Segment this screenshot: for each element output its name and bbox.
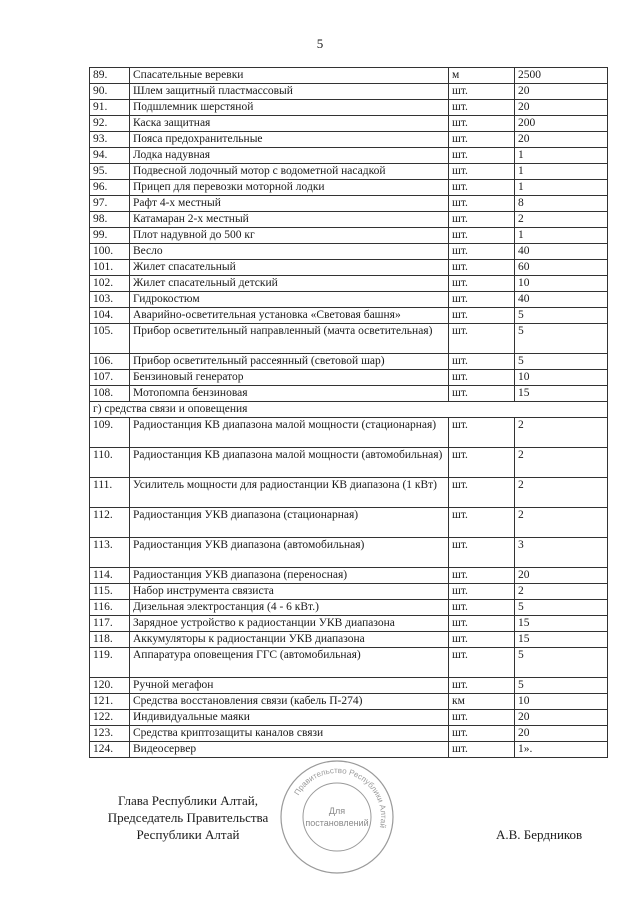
item-quantity: 5	[515, 308, 608, 324]
item-quantity: 20	[515, 710, 608, 726]
table-row	[90, 244, 608, 260]
signatory-line2: Председатель Правительства	[107, 810, 269, 825]
item-unit: шт.	[449, 228, 515, 244]
item-number: 106.	[90, 354, 130, 370]
item-quantity: 1	[515, 148, 608, 164]
item-unit: шт.	[449, 584, 515, 600]
item-quantity: 20	[515, 726, 608, 742]
item-number: 90.	[90, 84, 130, 100]
item-name: Гидрокостюм	[130, 292, 449, 308]
item-name: Прибор осветительный направленный (мачта осветительная)	[130, 324, 449, 354]
signatory-line3: Республики Алтай	[136, 827, 240, 842]
item-unit: шт.	[449, 418, 515, 448]
item-number: 103.	[90, 292, 130, 308]
item-number: 96.	[90, 180, 130, 196]
item-quantity: 8	[515, 196, 608, 212]
table-row	[90, 418, 608, 448]
item-unit: шт.	[449, 260, 515, 276]
item-unit: шт.	[449, 478, 515, 508]
item-unit: шт.	[449, 324, 515, 354]
table-row	[90, 228, 608, 244]
item-number: 110.	[90, 448, 130, 478]
item-unit: шт.	[449, 678, 515, 694]
item-number: 117.	[90, 616, 130, 632]
item-quantity: 15	[515, 632, 608, 648]
item-name: Катамаран 2-х местный	[130, 212, 449, 228]
table-row	[90, 710, 608, 726]
item-unit: шт.	[449, 600, 515, 616]
item-unit: шт.	[449, 100, 515, 116]
table-row	[90, 648, 608, 678]
stamp-center-line2: постановлений	[305, 818, 369, 828]
item-number: 118.	[90, 632, 130, 648]
item-unit: шт.	[449, 164, 515, 180]
table-row	[90, 478, 608, 508]
table-row	[90, 678, 608, 694]
item-quantity: 5	[515, 354, 608, 370]
table-row	[90, 742, 608, 758]
table-row	[90, 260, 608, 276]
item-number: 107.	[90, 370, 130, 386]
item-unit: шт.	[449, 370, 515, 386]
item-name: Радиостанция КВ диапазона малой мощности (автомобильная)	[130, 448, 449, 478]
item-number: 113.	[90, 538, 130, 568]
table-row	[90, 324, 608, 354]
item-quantity: 200	[515, 116, 608, 132]
item-number: 95.	[90, 164, 130, 180]
item-unit: шт.	[449, 648, 515, 678]
table-row	[90, 196, 608, 212]
item-number: 114.	[90, 568, 130, 584]
item-quantity: 2	[515, 418, 608, 448]
item-unit: шт.	[449, 148, 515, 164]
stamp-ring-text: Правительство Республики Алтай	[292, 765, 389, 829]
item-unit: шт.	[449, 292, 515, 308]
item-name: Бензиновый генератор	[130, 370, 449, 386]
item-name: Спасательные веревки	[130, 68, 449, 84]
table-row	[90, 212, 608, 228]
table-row	[90, 616, 608, 632]
item-quantity: 10	[515, 370, 608, 386]
item-unit: шт.	[449, 84, 515, 100]
item-name: Лодка надувная	[130, 148, 449, 164]
signatory-title	[88, 792, 288, 843]
item-name: Набор инструмента связиста	[130, 584, 449, 600]
item-name: Прибор осветительный рассеянный (световой шар)	[130, 354, 449, 370]
item-name: Жилет спасательный	[130, 260, 449, 276]
item-number: 92.	[90, 116, 130, 132]
item-name: Индивидуальные маяки	[130, 710, 449, 726]
section-heading: г) средства связи и оповещения	[90, 402, 608, 418]
item-quantity: 3	[515, 538, 608, 568]
item-name: Дизельная электростанция (4 - 6 кВт.)	[130, 600, 449, 616]
item-unit: шт.	[449, 616, 515, 632]
item-unit: шт.	[449, 354, 515, 370]
equipment-table	[89, 67, 608, 758]
item-number: 115.	[90, 584, 130, 600]
item-name: Каска защитная	[130, 116, 449, 132]
item-number: 89.	[90, 68, 130, 84]
item-quantity: 2	[515, 212, 608, 228]
stamp-inner-ring	[303, 783, 371, 851]
table-row	[90, 164, 608, 180]
table-row	[90, 386, 608, 402]
table-row	[90, 508, 608, 538]
stamp-outer-ring	[281, 761, 393, 873]
item-unit: шт.	[449, 212, 515, 228]
item-quantity: 5	[515, 648, 608, 678]
item-name: Прицеп для перевозки моторной лодки	[130, 180, 449, 196]
item-name: Усилитель мощности для радиостанции КВ диапазона (1 кВт)	[130, 478, 449, 508]
item-unit: шт.	[449, 244, 515, 260]
item-name: Жилет спасательный детский	[130, 276, 449, 292]
item-quantity: 10	[515, 694, 608, 710]
item-unit: шт.	[449, 726, 515, 742]
item-unit: шт.	[449, 632, 515, 648]
item-quantity: 1	[515, 228, 608, 244]
table-row	[90, 148, 608, 164]
signatory-line1: Глава Республики Алтай,	[118, 793, 258, 808]
item-quantity: 20	[515, 100, 608, 116]
item-quantity: 5	[515, 324, 608, 354]
item-quantity: 2	[515, 584, 608, 600]
item-number: 109.	[90, 418, 130, 448]
table-row	[90, 584, 608, 600]
item-unit: шт.	[449, 568, 515, 584]
item-unit: м	[449, 68, 515, 84]
item-unit: км	[449, 694, 515, 710]
item-number: 120.	[90, 678, 130, 694]
item-number: 99.	[90, 228, 130, 244]
item-quantity: 10	[515, 276, 608, 292]
page-number: 5	[316, 36, 324, 51]
item-quantity: 40	[515, 244, 608, 260]
table-row	[90, 132, 608, 148]
item-unit: шт.	[449, 742, 515, 758]
item-name: Средства криптозащиты каналов связи	[130, 726, 449, 742]
item-number: 100.	[90, 244, 130, 260]
item-quantity: 20	[515, 132, 608, 148]
item-number: 101.	[90, 260, 130, 276]
item-name: Зарядное устройство к радиостанции УКВ диапазона	[130, 616, 449, 632]
item-unit: шт.	[449, 276, 515, 292]
item-name: Рафт 4-х местный	[130, 196, 449, 212]
item-number: 119.	[90, 648, 130, 678]
item-number: 124.	[90, 742, 130, 758]
item-number: 102.	[90, 276, 130, 292]
item-name: Радиостанция КВ диапазона малой мощности (стационарная)	[130, 418, 449, 448]
item-number: 108.	[90, 386, 130, 402]
item-unit: шт.	[449, 132, 515, 148]
item-name: Аварийно-осветительная установка «Световая башня»	[130, 308, 449, 324]
table-row	[90, 370, 608, 386]
item-quantity: 20	[515, 84, 608, 100]
item-quantity: 2	[515, 448, 608, 478]
table-row	[90, 308, 608, 324]
stamp-center-line1: Для	[328, 806, 346, 816]
item-unit: шт.	[449, 538, 515, 568]
item-number: 104.	[90, 308, 130, 324]
item-name: Радиостанция УКВ диапазона (автомобильная)	[130, 538, 449, 568]
table-row	[90, 726, 608, 742]
item-quantity: 1	[515, 164, 608, 180]
item-quantity: 1	[515, 180, 608, 196]
table-row	[90, 694, 608, 710]
item-number: 98.	[90, 212, 130, 228]
item-name: Радиостанция УКВ диапазона (стационарная)	[130, 508, 449, 538]
item-name: Радиостанция УКВ диапазона (переносная)	[130, 568, 449, 584]
item-number: 121.	[90, 694, 130, 710]
item-name: Видеосервер	[130, 742, 449, 758]
stamp-seal	[278, 758, 396, 876]
table-row	[90, 568, 608, 584]
item-quantity: 2	[515, 478, 608, 508]
item-name: Подшлемник шерстяной	[130, 100, 449, 116]
table-row	[90, 600, 608, 616]
item-number: 116.	[90, 600, 130, 616]
item-unit: шт.	[449, 710, 515, 726]
table-row	[90, 100, 608, 116]
section-header-row	[90, 402, 608, 418]
item-unit: шт.	[449, 386, 515, 402]
item-quantity: 2	[515, 508, 608, 538]
item-name: Шлем защитный пластмассовый	[130, 84, 449, 100]
table-row	[90, 538, 608, 568]
table-row	[90, 276, 608, 292]
item-unit: шт.	[449, 308, 515, 324]
item-name: Средства восстановления связи (кабель П-274)	[130, 694, 449, 710]
signatory-name: А.В. Бердников	[496, 827, 583, 842]
item-name: Ручной мегафон	[130, 678, 449, 694]
item-unit: шт.	[449, 180, 515, 196]
table-row	[90, 632, 608, 648]
table-row	[90, 180, 608, 196]
table-row	[90, 84, 608, 100]
item-number: 122.	[90, 710, 130, 726]
item-number: 91.	[90, 100, 130, 116]
table-row	[90, 448, 608, 478]
table-row	[90, 68, 608, 84]
item-quantity: 15	[515, 386, 608, 402]
item-number: 94.	[90, 148, 130, 164]
item-name: Пояса предохранительные	[130, 132, 449, 148]
item-name: Аппаратура оповещения ГГС (автомобильная)	[130, 648, 449, 678]
item-number: 111.	[90, 478, 130, 508]
item-name: Аккумуляторы к радиостанции УКВ диапазона	[130, 632, 449, 648]
item-number: 105.	[90, 324, 130, 354]
item-quantity: 40	[515, 292, 608, 308]
item-unit: шт.	[449, 116, 515, 132]
item-name: Подвесной лодочный мотор с водометной насадкой	[130, 164, 449, 180]
item-quantity: 1».	[515, 742, 608, 758]
item-quantity: 5	[515, 678, 608, 694]
item-number: 112.	[90, 508, 130, 538]
item-number: 123.	[90, 726, 130, 742]
item-quantity: 5	[515, 600, 608, 616]
item-quantity: 20	[515, 568, 608, 584]
item-number: 97.	[90, 196, 130, 212]
item-unit: шт.	[449, 508, 515, 538]
item-name: Плот надувной до 500 кг	[130, 228, 449, 244]
table-row	[90, 292, 608, 308]
item-quantity: 2500	[515, 68, 608, 84]
item-number: 93.	[90, 132, 130, 148]
table-row	[90, 116, 608, 132]
item-name: Мотопомпа бензиновая	[130, 386, 449, 402]
item-quantity: 60	[515, 260, 608, 276]
item-quantity: 15	[515, 616, 608, 632]
table-row	[90, 354, 608, 370]
item-name: Весло	[130, 244, 449, 260]
item-unit: шт.	[449, 448, 515, 478]
item-unit: шт.	[449, 196, 515, 212]
